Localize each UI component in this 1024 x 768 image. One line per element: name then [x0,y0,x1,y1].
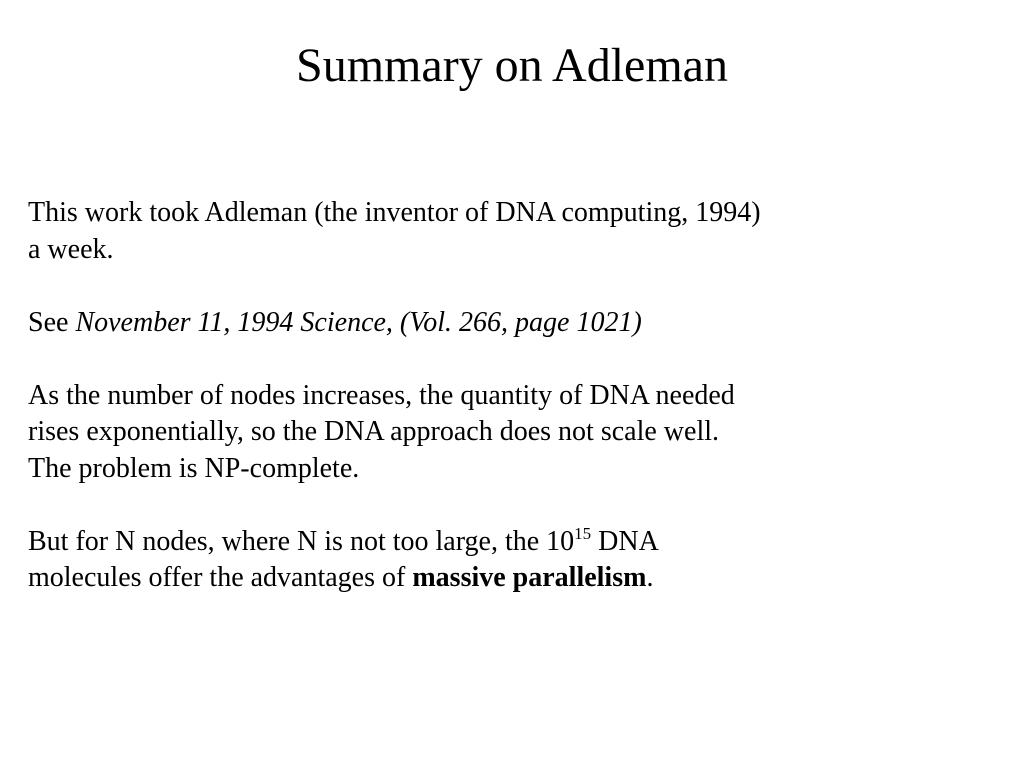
paragraph-scaling [28,378,988,488]
citation-line [28,305,988,342]
slide-body [28,195,988,633]
paragraph-line: rises exponentially, so the DNA approach does not scale well. [28,416,720,447]
text-segment: But for N nodes, where N is not too large, the 10 [28,525,575,557]
paragraph-line: This work took Adleman (the inventor of DNA computing, 1994) [28,197,761,228]
text-segment: DNA [591,525,659,557]
paragraph-adleman-week [28,195,988,268]
paragraph-line: The problem is NP-complete. [28,452,360,484]
paragraph-line: As the number of nodes increases, the quantity of DNA needed [28,379,735,411]
see-text: See [28,306,76,338]
paragraph-line: a week. [28,233,114,265]
paragraph-citation [28,305,988,342]
text-segment: molecules offer the advantages of [28,562,413,593]
text-segment: . [646,562,654,593]
paragraph-line [28,560,988,597]
paragraph-parallelism [28,524,988,597]
citation-reference: November 11, 1994 Science, (Vol. 266, page 1021) [75,306,642,338]
emphasis-text: massive parallelism [412,562,647,593]
paragraph-line [28,524,988,561]
exponent: 15 [574,523,592,543]
slide-title: Summary on Adleman [296,39,728,92]
